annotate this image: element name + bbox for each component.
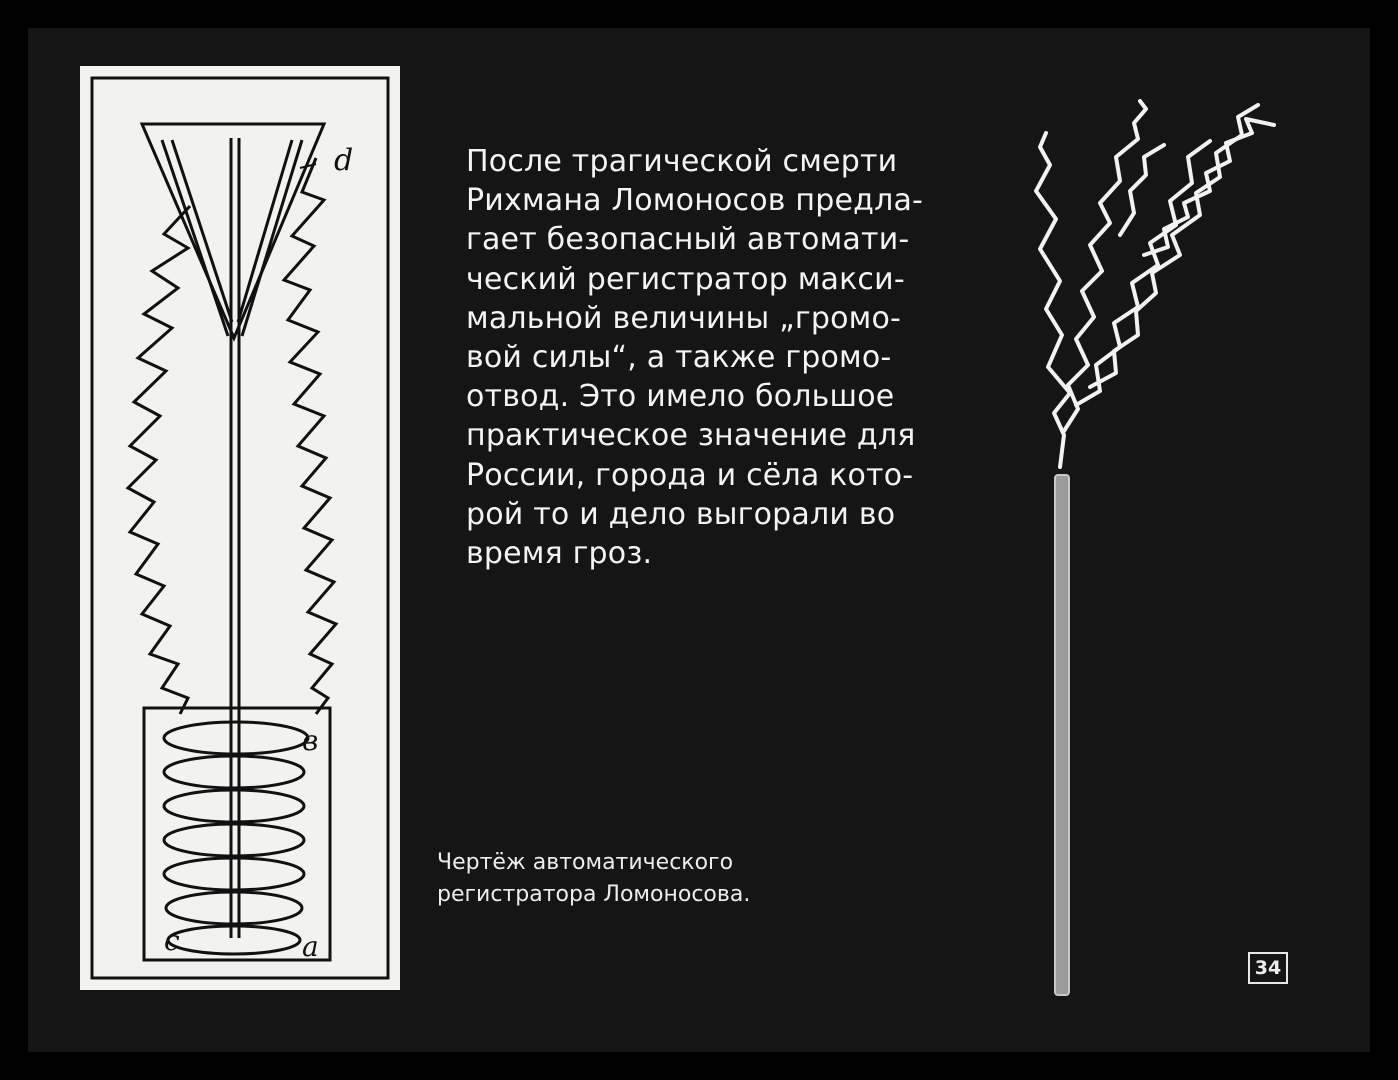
label-a: a — [302, 930, 319, 963]
right-prong-inner — [238, 140, 292, 322]
label-b: в — [302, 724, 319, 757]
registrator-drawing — [80, 66, 400, 990]
lightning-rod-pole — [1055, 475, 1069, 995]
lightning-rod-illustration — [1020, 95, 1300, 1005]
label-d: d — [334, 143, 354, 178]
main-text: После трагической смерти Рихмана Ломоносов предла- гает безопасный автомати- ческий регистратор макси- мальной величины „громо- вой силы“, а также громо- отвод. Это имело большое практическое значение для России, города и сёла кото- рой то и дело выгорали во время гроз. — [466, 144, 924, 572]
label-c: c — [164, 924, 180, 957]
page-number: 34 — [1248, 952, 1288, 984]
lightning-discharge — [1036, 101, 1274, 467]
right-spark-zigzag — [284, 158, 336, 714]
registrator-diagram — [80, 66, 400, 990]
spiral-coil — [164, 722, 308, 954]
left-prong-inner — [172, 140, 232, 322]
drawing-caption: Чертёж автоматического регистратора Ломоносова. — [437, 850, 751, 907]
left-spark-zigzag — [128, 206, 190, 714]
